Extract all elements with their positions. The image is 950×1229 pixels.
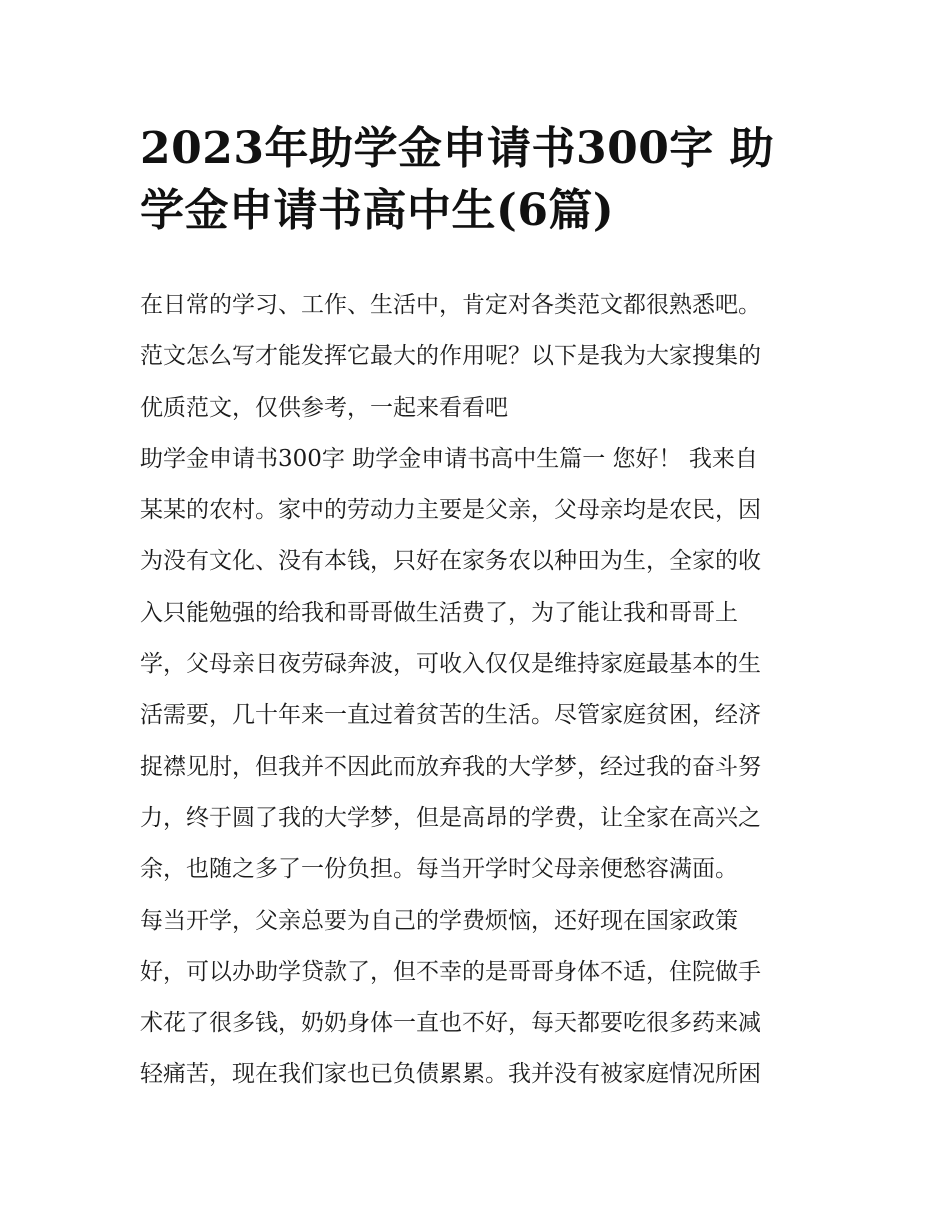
body-line-3: 优质范文，仅供参考，一起来看看吧 (140, 394, 508, 421)
body-line-11: 力，终于圆了我的大学梦，但是高昂的学费，让全家在高兴之 (140, 804, 761, 831)
body-line-16: 轻痛苦，现在我们家也已负债累累。我并没有被家庭情况所困 (140, 1061, 761, 1088)
body-line-2: 范文怎么写才能发挥它最大的作用呢？以下是我为大家搜集的 (140, 343, 761, 370)
document-title (140, 118, 820, 242)
body-line-15: 术花了很多钱，奶奶身体一直也不好，每天都要吃很多药来减 (140, 1010, 761, 1037)
body-line-13: 每当开学，父亲总要为自己的学费烦恼，还好现在国家政策 (140, 907, 738, 934)
body-line-10: 捉襟见肘，但我并不因此而放弃我的大学梦，经过我的奋斗努 (140, 753, 761, 780)
body-line-12: 余，也随之多了一份负担。每当开学时父母亲便愁容满面。 (140, 856, 738, 883)
body-line-14: 好，可以办助学贷款了，但不幸的是哥哥身体不适，住院做手 (140, 958, 761, 985)
title-line-1: 2023年助学金申请书300字 助 (140, 123, 775, 174)
body-line-9: 活需要，几十年来一直过着贫苦的生活。尽管家庭贫困，经济 (140, 702, 761, 729)
document-body (140, 280, 820, 1101)
body-line-1: 在日常的学习、工作、生活中，肯定对各类范文都很熟悉吧。 (140, 292, 761, 318)
title-line-2: 学金申请书高中生(6篇) (140, 185, 615, 236)
body-line-8: 学，父母亲日夜劳碌奔波，可收入仅仅是维持家庭最基本的生 (140, 651, 761, 678)
body-line-7: 入只能勉强的给我和哥哥做生活费了，为了能让我和哥哥上 (140, 599, 738, 626)
body-line-5: 某某的农村。家中的劳动力主要是父亲，父母亲均是农民，因 (140, 497, 761, 524)
body-line-6: 为没有文化、没有本钱，只好在家务农以种田为生，全家的收 (140, 548, 761, 575)
body-line-4: 助学金申请书300字 助学金申请书高中生篇一 您好！ 我来自 (140, 445, 758, 472)
